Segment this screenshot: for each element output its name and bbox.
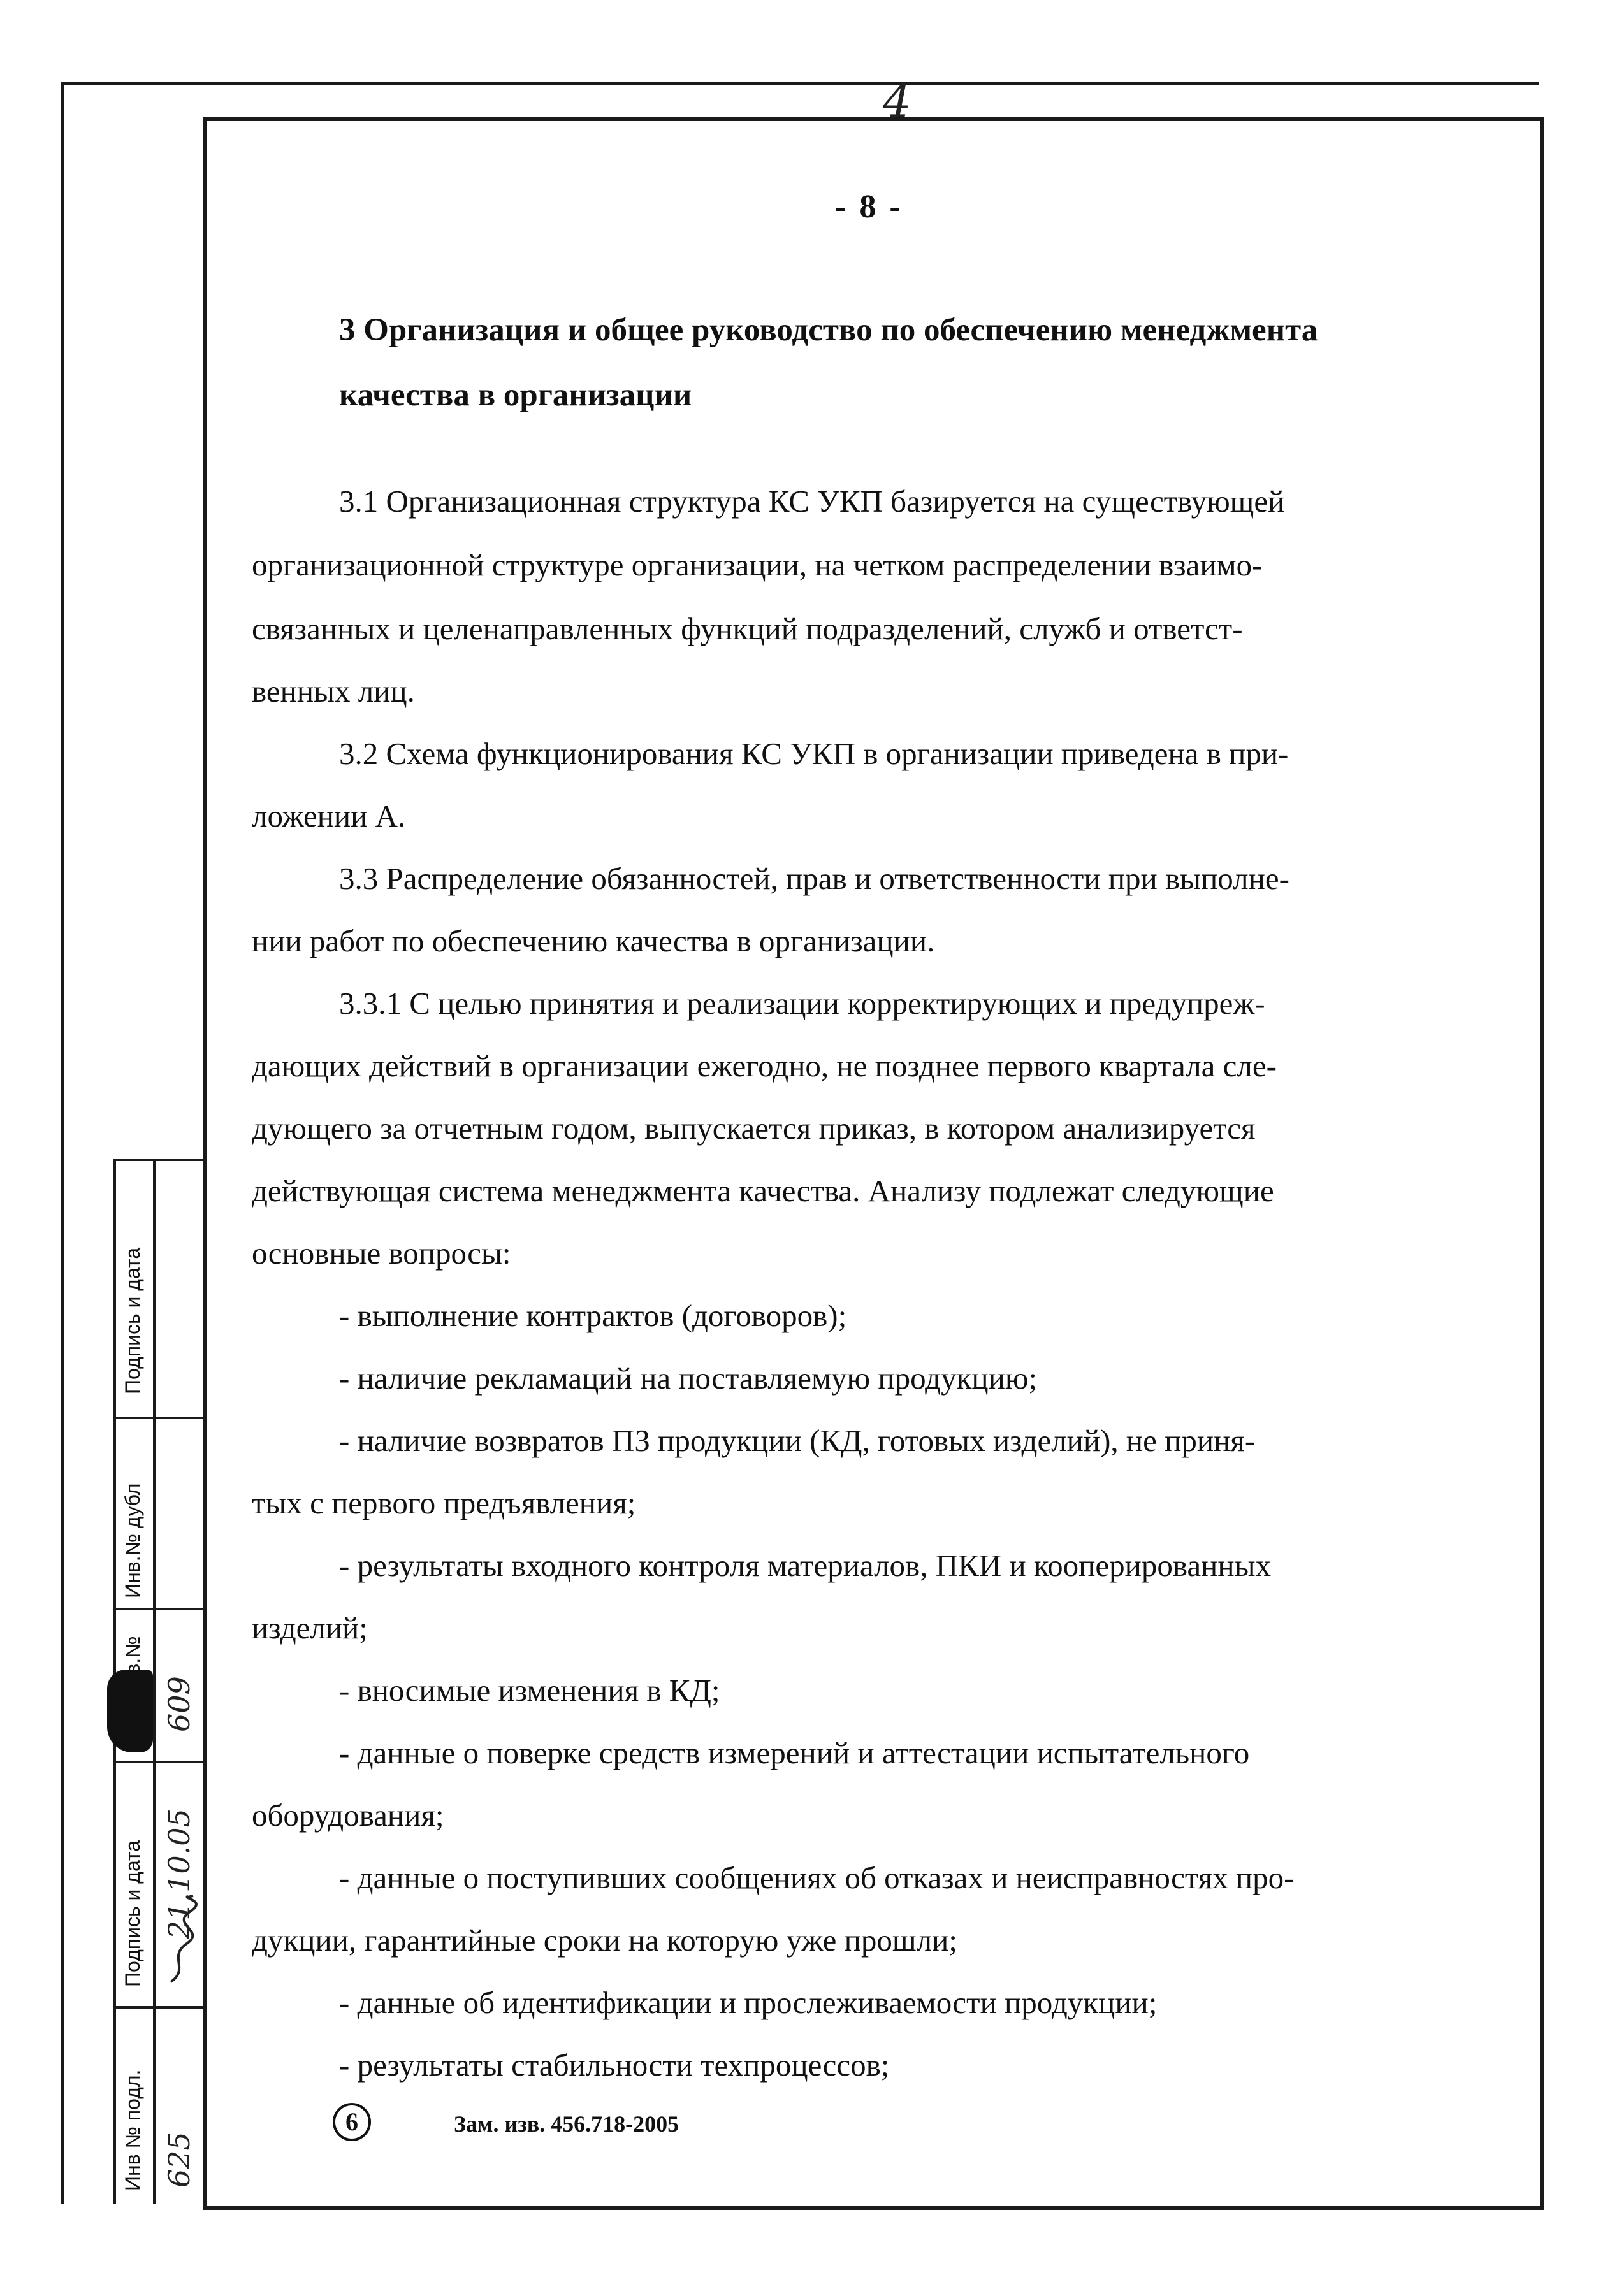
body-line: венных лиц. — [252, 674, 415, 709]
body-line: дукции, гарантийные сроки на которую уже прошли; — [252, 1923, 957, 1958]
body-line: 3.3 Распределение обязанностей, прав и ответственности при выполне- — [339, 861, 1289, 896]
list-item: - результаты стабильности техпроцессов; — [339, 2047, 890, 2083]
ink-blot — [107, 1670, 153, 1752]
signature-scribble — [164, 1893, 200, 1988]
list-item: - наличие возвратов ПЗ продукции (КД, готовых изделий), не приня- — [339, 1423, 1256, 1458]
list-item: - данные о поверке средств измерений и аттестации испытательного — [339, 1735, 1250, 1770]
stamp-label: Инв.№ дубл — [121, 1483, 144, 1598]
list-item: - данные о поступивших сообщениях об отказах и неисправностях про- — [339, 1860, 1295, 1895]
body-line: организационной структуре организации, на четком распределении взаимо- — [252, 547, 1263, 582]
footer-change-note: Зам. изв. 456.718-2005 — [454, 2111, 679, 2137]
list-item: - результаты входного контроля материалов, ПКИ и кооперированных — [339, 1548, 1271, 1583]
body-line: изделий; — [252, 1610, 368, 1645]
body-line: действующая система менеджмента качества. Анализу подлежат следующие — [252, 1173, 1274, 1208]
body-line: связанных и целенаправленных функций подразделений, служб и ответст- — [252, 611, 1243, 646]
body-line: дующего за отчетным годом, выпускается приказ, в котором анализируется — [252, 1111, 1256, 1146]
outer-frame-top — [61, 82, 1539, 85]
body-line: дающих действий в организации ежегодно, не позднее первого квартала сле- — [252, 1048, 1277, 1083]
stamp-divider — [113, 1417, 203, 1419]
list-item: - вносимые изменения в КД; — [339, 1673, 720, 1708]
list-item: - данные об идентификации и прослеживаемости продукции; — [339, 1985, 1158, 2020]
stamp-divider — [113, 2006, 203, 2009]
stamp-value-original-inv: 625 — [162, 2132, 196, 2188]
stamp-divider — [113, 1761, 203, 1763]
handwritten-top-number: 4 — [883, 75, 911, 127]
outer-frame-left — [61, 82, 64, 2204]
body-line: основные вопросы: — [252, 1236, 511, 1271]
stamp-divider — [153, 1159, 156, 2204]
body-line: 3.1 Организационная структура КС УКП базируется на существующей — [339, 484, 1285, 519]
stamp-value-substitute-inv: 609 — [162, 1676, 196, 1732]
stamp-value-sign-date: 21.10.05 — [162, 1809, 196, 1939]
section-heading-line-1: 3 Организация и общее руководство по обеспечению менеджмента — [339, 312, 1318, 348]
body-line: 3.2 Схема функционирования КС УКП в организации приведена в при- — [339, 736, 1289, 771]
stamp-label: Инв № подл. — [121, 2069, 144, 2191]
list-item: - выполнение контрактов (договоров); — [339, 1298, 847, 1333]
body-line: оборудования; — [252, 1798, 444, 1833]
stamp-label: Подпись и дата — [121, 1247, 144, 1394]
body-line: ложении А. — [252, 798, 406, 834]
body-line: тых с первого предъявления; — [252, 1485, 636, 1520]
body-line: нии работ по обеспечению качества в организации. — [252, 923, 935, 958]
stamp-divider — [113, 1159, 203, 1161]
page-number: - 8 - — [835, 189, 903, 225]
footer-circled-number: 6 — [333, 2103, 371, 2141]
list-item: - наличие рекламаций на поставляемую продукцию; — [339, 1361, 1038, 1396]
stamp-divider — [113, 1608, 203, 1610]
stamp-label: Подпись и дата — [121, 1840, 144, 1987]
body-line: 3.3.1 С целью принятия и реализации корректирующих и предупреж- — [339, 986, 1265, 1021]
page-frame — [203, 117, 1544, 2210]
section-heading-line-2: качества в организации — [339, 377, 692, 413]
